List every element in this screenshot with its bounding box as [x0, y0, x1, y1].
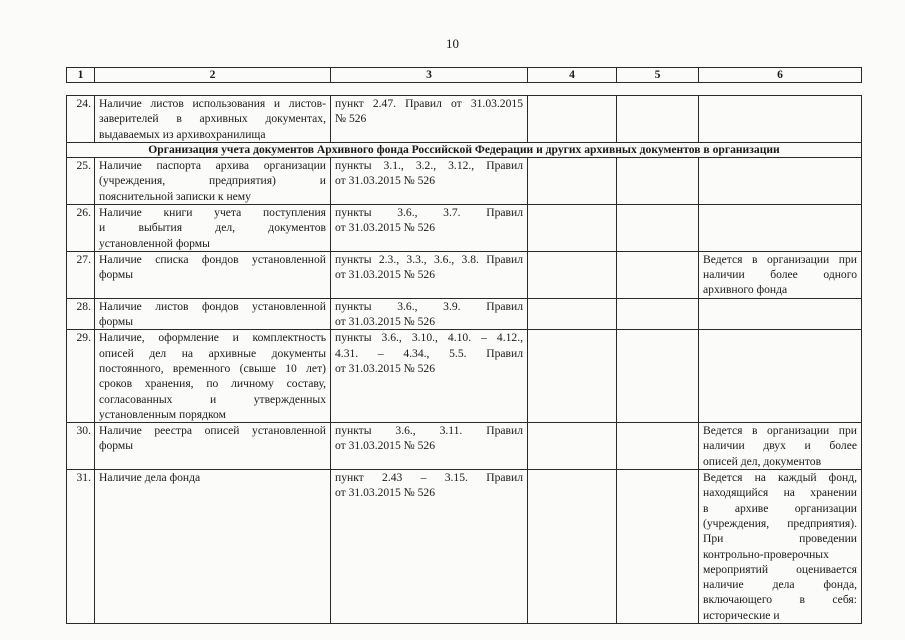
- legal-reference-line: от 31.03.2015 № 526: [335, 439, 436, 453]
- legal-reference-line: пункты 2.3., 3.3., 3.6., 3.8. Правил: [335, 252, 523, 266]
- legal-reference: [331, 470, 528, 624]
- page-number: 10: [446, 36, 459, 51]
- note-text-line: Ведется в организации при: [703, 424, 857, 438]
- legal-reference-line: пункты 3.6., 3.9. Правил: [335, 299, 523, 313]
- column-number-6: 6: [699, 68, 862, 83]
- table-row: [67, 423, 862, 470]
- requirement-text-line: заверителей в архивных документах,: [99, 112, 326, 126]
- requirement-text-line: пояснительной записки к нему: [99, 189, 251, 203]
- note-text-line: наличии двух и более: [703, 439, 857, 453]
- requirement-text-line: Наличие листов фондов установленной: [99, 299, 326, 313]
- note-text: [699, 96, 862, 143]
- legal-reference-line: № 526: [335, 112, 367, 126]
- empty-cell-col5: [617, 96, 699, 143]
- requirement-text: [95, 423, 331, 470]
- requirement-text: [95, 96, 331, 143]
- empty-cell-col5: [617, 330, 699, 423]
- empty-cell-col4: [528, 298, 617, 330]
- legal-reference-line: пункт 2.47. Правил от 31.03.2015: [335, 97, 523, 110]
- requirement-text-line: установленным порядком: [99, 407, 226, 421]
- legal-reference-line: 4.31. – 4.34., 5.5. Правил: [335, 346, 523, 360]
- requirement-text-line: (учреждения, предприятия) и: [99, 174, 326, 188]
- note-text: [699, 205, 862, 252]
- note-text: [699, 298, 862, 330]
- note-text: [699, 423, 862, 470]
- note-text: [699, 251, 862, 298]
- empty-cell-col4: [528, 205, 617, 252]
- note-text-line: наличии более одного: [703, 268, 857, 282]
- note-text-line: контрольно-проверочных: [703, 547, 829, 561]
- section-header-row: [67, 143, 862, 158]
- legal-reference: [331, 330, 528, 423]
- table-row: [67, 96, 862, 143]
- table-row: [67, 205, 862, 252]
- requirement-text-line: установленной формы: [99, 236, 210, 250]
- table-row: [67, 158, 862, 205]
- table-row: [67, 298, 862, 330]
- legal-reference: [331, 158, 528, 205]
- legal-reference-line: от 31.03.2015 № 526: [335, 361, 436, 375]
- row-number: 30.: [67, 423, 95, 470]
- legal-reference: [331, 205, 528, 252]
- legal-reference-line: пункты 3.1., 3.2., 3.12., Правил: [335, 159, 523, 172]
- table-row: [67, 330, 862, 423]
- empty-cell-col4: [528, 96, 617, 143]
- column-number-row: [67, 68, 862, 83]
- requirement-text: [95, 205, 331, 252]
- requirement-text-line: постоянного, временного (свыше 10 лет): [99, 361, 326, 375]
- note-text-line: описей дел, документов: [703, 454, 822, 468]
- legal-reference-line: от 31.03.2015 № 526: [335, 268, 436, 282]
- empty-cell-col5: [617, 298, 699, 330]
- note-text-line: включающего в себя:: [703, 593, 857, 607]
- requirement-text-line: Наличие, оформление и комплектность: [99, 331, 326, 345]
- requirement-text-line: формы: [99, 439, 134, 453]
- empty-cell-col5: [617, 158, 699, 205]
- row-number: 25.: [67, 158, 95, 205]
- row-number: 26.: [67, 205, 95, 252]
- legal-reference: [331, 96, 528, 143]
- requirement-text-line: формы: [99, 268, 134, 282]
- note-text-line: исторические и: [703, 608, 780, 622]
- requirement-text-line: Наличие книги учета поступления: [99, 206, 326, 219]
- empty-cell-col4: [528, 251, 617, 298]
- empty-cell-col5: [617, 423, 699, 470]
- legal-reference-line: пункты 3.6., 3.11. Правил: [335, 424, 523, 438]
- note-text-line: Ведется на каждый фонд,: [703, 471, 857, 485]
- empty-cell-col5: [617, 470, 699, 624]
- requirement-text-line: Наличие дела фонда: [99, 471, 201, 485]
- row-number: 24.: [67, 96, 95, 143]
- requirement-text-line: и выбытия дел, документов: [99, 221, 326, 235]
- empty-cell-col5: [617, 251, 699, 298]
- note-text-line: архивного фонда: [703, 283, 788, 297]
- column-number-3: 3: [331, 68, 528, 83]
- requirement-text-line: выдаваемых из архивохранилища: [99, 127, 266, 141]
- note-text: [699, 470, 862, 624]
- requirement-text-line: Наличие списка фондов установленной: [99, 252, 326, 266]
- table-row: [67, 251, 862, 298]
- note-text-line: находящийся на хранении: [703, 486, 857, 500]
- legal-reference-line: от 31.03.2015 № 526: [335, 486, 436, 500]
- empty-cell-col4: [528, 158, 617, 205]
- requirement-text-line: согласованных и утвержденных: [99, 392, 326, 406]
- requirement-text-line: Наличие паспорта архива организации: [99, 159, 326, 172]
- legal-reference-line: пункты 3.6., 3.7. Правил: [335, 206, 523, 219]
- column-number-5: 5: [617, 68, 699, 83]
- empty-cell-col4: [528, 330, 617, 423]
- note-text-line: наличие дела фонда,: [703, 578, 857, 592]
- legal-reference-line: пункты 3.6., 3.10., 4.10. – 4.12.,: [335, 331, 523, 345]
- row-number: 28.: [67, 298, 95, 330]
- table-row: [67, 470, 862, 624]
- section-title: Организация учета документов Архивного фонда Российской Федерации и других архивных документов в организации: [67, 143, 862, 158]
- requirement-text: [95, 470, 331, 624]
- requirement-text: [95, 158, 331, 205]
- empty-cell-col4: [528, 470, 617, 624]
- note-text-line: (учреждения, предприятия).: [703, 516, 857, 530]
- requirement-text: [95, 330, 331, 423]
- legal-reference-line: от 31.03.2015 № 526: [335, 221, 436, 235]
- requirement-text-line: Наличие листов использования и листов-: [99, 97, 326, 110]
- row-number: 31.: [67, 470, 95, 624]
- column-number-2: 2: [95, 68, 331, 83]
- empty-cell-col4: [528, 423, 617, 470]
- legal-reference: [331, 298, 528, 330]
- requirement-text-line: Наличие реестра описей установленной: [99, 424, 326, 438]
- checklist-table: [66, 95, 862, 624]
- legal-reference-line: от 31.03.2015 № 526: [335, 315, 436, 329]
- column-number-4: 4: [528, 68, 617, 83]
- requirement-text: [95, 298, 331, 330]
- note-text-line: в архиве организации: [703, 501, 857, 515]
- note-text-line: мероприятий оценивается: [703, 562, 857, 576]
- legal-reference: [331, 423, 528, 470]
- row-number: 27.: [67, 251, 95, 298]
- legal-reference-line: от 31.03.2015 № 526: [335, 174, 436, 188]
- legal-reference-line: пункт 2.43 – 3.15. Правил: [335, 471, 523, 485]
- column-number-1: 1: [67, 68, 95, 83]
- requirement-text-line: сроков хранения, по личному составу,: [99, 377, 326, 391]
- column-header-table: [66, 67, 862, 83]
- note-text-line: Ведется в организации при: [703, 252, 857, 266]
- requirement-text: [95, 251, 331, 298]
- legal-reference: [331, 251, 528, 298]
- empty-cell-col5: [617, 205, 699, 252]
- note-text-line: При проведении: [703, 532, 857, 546]
- requirement-text-line: описей дел на архивные документы: [99, 346, 326, 360]
- row-number: 29.: [67, 330, 95, 423]
- note-text: [699, 158, 862, 205]
- requirement-text-line: формы: [99, 315, 134, 329]
- note-text: [699, 330, 862, 423]
